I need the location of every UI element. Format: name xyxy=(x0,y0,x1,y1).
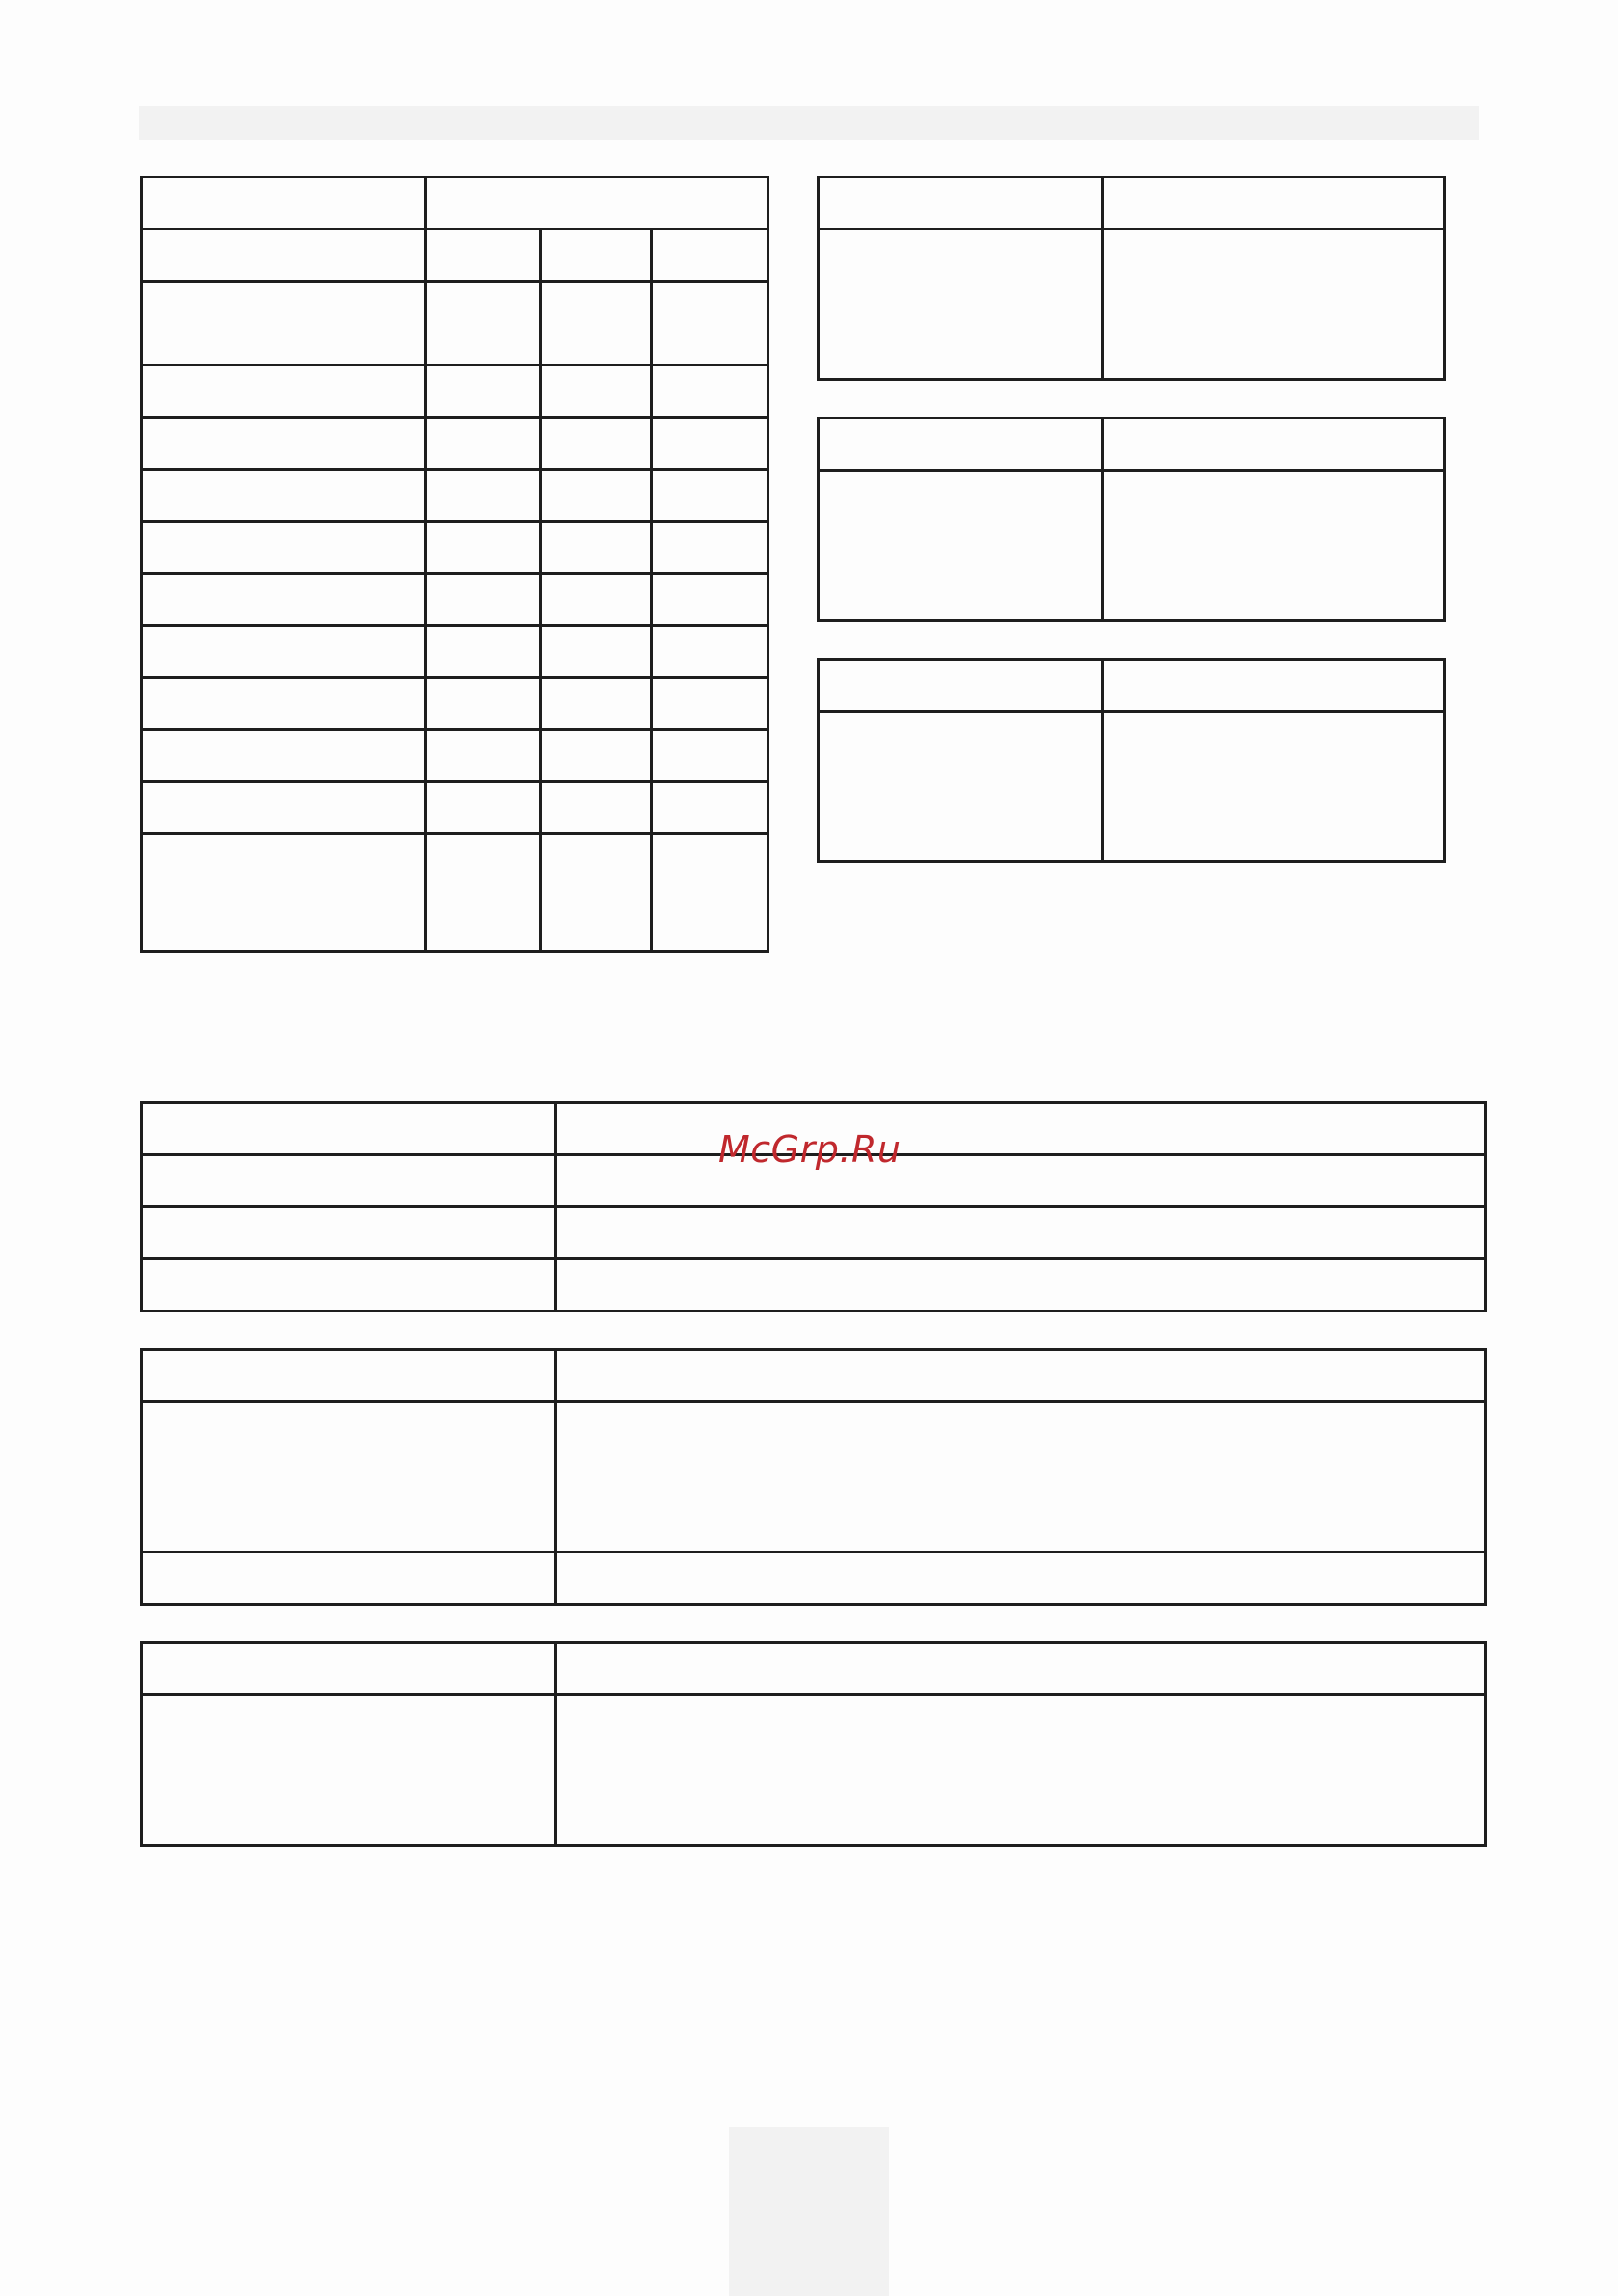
table-cell xyxy=(426,678,541,730)
table-cell xyxy=(1103,177,1445,230)
right-grid-2-table xyxy=(817,417,1446,622)
table-cell xyxy=(426,282,541,365)
table-cell xyxy=(142,1643,556,1695)
table-cell xyxy=(819,471,1103,621)
table-cell xyxy=(142,626,426,678)
table-cell xyxy=(819,177,1103,230)
table-cell xyxy=(426,177,769,230)
table-cell xyxy=(652,626,769,678)
table-cell xyxy=(1103,471,1445,621)
table-cell xyxy=(142,282,426,365)
table-cell xyxy=(652,834,769,952)
table-cell xyxy=(541,678,652,730)
table-cell xyxy=(142,1695,556,1846)
table-cell xyxy=(1103,419,1445,471)
table-cell xyxy=(142,522,426,574)
table-cell xyxy=(541,418,652,470)
table-cell xyxy=(652,522,769,574)
table-cell xyxy=(142,1402,556,1553)
table-cell xyxy=(142,1350,556,1402)
table-cell xyxy=(556,1207,1486,1259)
table-cell xyxy=(1103,712,1445,862)
table-cell xyxy=(426,574,541,626)
table-cell xyxy=(819,230,1103,380)
table-cell xyxy=(556,1103,1486,1155)
table-cell xyxy=(426,782,541,834)
table-cell xyxy=(652,230,769,282)
table-cell xyxy=(142,470,426,522)
table-cell xyxy=(142,365,426,418)
table-cell xyxy=(1103,660,1445,712)
table-cell xyxy=(426,470,541,522)
wide-grid-3-table xyxy=(140,1641,1487,1847)
table-cell xyxy=(142,1207,556,1259)
table-cell xyxy=(556,1155,1486,1207)
table-cell xyxy=(819,712,1103,862)
table-cell xyxy=(426,418,541,470)
table-cell xyxy=(142,834,426,952)
table-cell xyxy=(426,522,541,574)
table-cell xyxy=(426,626,541,678)
right-grid-1-table xyxy=(817,176,1446,381)
table-cell xyxy=(142,782,426,834)
table-cell xyxy=(541,282,652,365)
table-cell xyxy=(652,574,769,626)
table-cell xyxy=(541,782,652,834)
wide-grid-2-table xyxy=(140,1348,1487,1606)
table-cell xyxy=(541,470,652,522)
table-cell xyxy=(652,365,769,418)
table-cell xyxy=(426,230,541,282)
table-cell xyxy=(541,574,652,626)
table-cell xyxy=(556,1350,1486,1402)
table-cell xyxy=(426,365,541,418)
table-cell xyxy=(142,1259,556,1311)
table-cell xyxy=(142,730,426,782)
table-cell xyxy=(652,678,769,730)
left-grid-table xyxy=(140,176,769,953)
table-cell xyxy=(541,365,652,418)
table-cell xyxy=(541,626,652,678)
table-cell xyxy=(556,1695,1486,1846)
table-cell xyxy=(142,1103,556,1155)
table-cell xyxy=(426,834,541,952)
table-cell xyxy=(652,418,769,470)
table-cell xyxy=(541,834,652,952)
table-cell xyxy=(556,1643,1486,1695)
table-cell xyxy=(652,730,769,782)
table-cell xyxy=(556,1259,1486,1311)
table-cell xyxy=(556,1553,1486,1605)
table-cell xyxy=(652,282,769,365)
table-cell xyxy=(541,522,652,574)
table-cell xyxy=(426,730,541,782)
table-cell xyxy=(652,470,769,522)
table-cell xyxy=(142,678,426,730)
table-cell xyxy=(1103,230,1445,380)
table-cell xyxy=(556,1402,1486,1553)
table-cell xyxy=(142,177,426,230)
table-cell xyxy=(142,1155,556,1207)
table-cell xyxy=(541,230,652,282)
table-cell xyxy=(819,419,1103,471)
footer-block xyxy=(729,2127,889,2296)
table-cell xyxy=(541,730,652,782)
watermark-text: McGrp.Ru xyxy=(718,1128,902,1171)
table-cell xyxy=(142,1553,556,1605)
table-cell xyxy=(142,418,426,470)
table-cell xyxy=(142,230,426,282)
header-band xyxy=(139,106,1479,140)
table-cell xyxy=(819,660,1103,712)
table-cell xyxy=(652,782,769,834)
right-grid-3-table xyxy=(817,658,1446,863)
table-cell xyxy=(142,574,426,626)
